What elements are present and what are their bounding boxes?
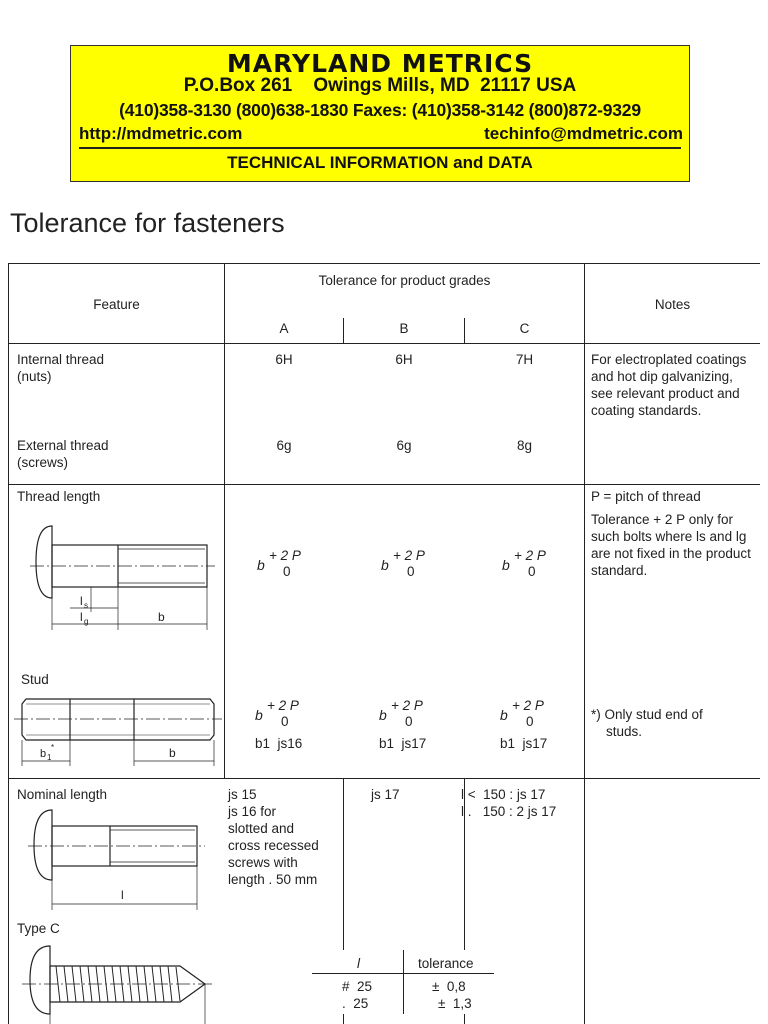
- tol-upper: + 2 P: [393, 548, 425, 563]
- header-grade-c: C: [519, 321, 530, 336]
- type-c-row2-tol: ± 1,3: [438, 996, 472, 1011]
- tol-lower: 0: [526, 714, 534, 729]
- tol-lower: 0: [281, 714, 289, 729]
- header-grade-b: B: [399, 321, 409, 336]
- tol-upper: + 2 P: [269, 548, 301, 563]
- dim-b1-sub: 1: [47, 753, 52, 762]
- email-link[interactable]: techinfo@mdmetric.com: [484, 124, 683, 143]
- tapping-screw-drawing: [22, 946, 215, 1024]
- tol-upper: + 2 P: [391, 698, 423, 713]
- company-phones: (410)358-3130 (800)638-1830 Faxes: (410)358-3142 (800)872-9329: [119, 100, 641, 120]
- stud-b1-a: b1 js16: [255, 736, 303, 751]
- tol-upper: + 2 P: [512, 698, 544, 713]
- company-name: MARYLAND METRICS: [226, 49, 534, 78]
- dim-l: l: [121, 888, 124, 902]
- pitch-note: P = pitch of thread: [591, 489, 701, 504]
- type-c-col-tolerance: tolerance: [418, 956, 474, 971]
- header-tolerance-group: Tolerance for product grades: [318, 273, 491, 288]
- tol-lower: 0: [528, 564, 536, 579]
- internal-thread-a: 6H: [275, 352, 293, 367]
- bolt-thread-length-drawing: [30, 526, 215, 630]
- stud-b1-c: b1 js17: [500, 736, 548, 751]
- external-thread-b: 6g: [396, 438, 412, 453]
- page-title: Tolerance for fasteners: [10, 208, 285, 238]
- b-symbol: b: [500, 707, 508, 723]
- tolerance-note: Tolerance + 2 P only for such bolts where ls and lg are not fixed in the product standard.: [591, 512, 751, 578]
- b-symbol: b: [379, 707, 387, 723]
- nominal-length-label: Nominal length: [17, 787, 108, 802]
- banner-subtitle: TECHNICAL INFORMATION and DATA: [227, 153, 533, 172]
- thread-note: For electroplated coatings and hot dip galvanizing, see relevant product and coating standards.: [591, 352, 747, 418]
- b-symbol: b: [381, 557, 389, 573]
- b-symbol: b: [257, 557, 265, 573]
- b-symbol: b: [255, 707, 263, 723]
- tol-lower: 0: [283, 564, 291, 579]
- external-thread-a: 6g: [276, 438, 292, 453]
- internal-thread-c: 7H: [515, 352, 534, 367]
- dim-b1-star: *: [51, 743, 55, 752]
- stud-label: Stud: [21, 672, 49, 687]
- nominal-length-c: l < 150 : js 17 l . 150 : 2 js 17: [461, 787, 557, 819]
- thread-length-label: Thread length: [17, 489, 101, 504]
- dim-ls-sub: s: [84, 601, 88, 610]
- tol-upper: + 2 P: [514, 548, 546, 563]
- nominal-length-a: js 15 js 16 for slotted and cross recessed screws with length . 50 mm: [228, 787, 319, 887]
- stud-note: *) Only stud end of studs.: [591, 707, 703, 739]
- tol-lower: 0: [407, 564, 415, 579]
- internal-thread-label: Internal thread (nuts): [17, 352, 105, 384]
- header-grade-a: A: [279, 321, 289, 336]
- dim-lg-sub: g: [84, 617, 89, 626]
- tol-upper: + 2 P: [267, 698, 299, 713]
- website-link[interactable]: http://mdmetric.com: [79, 124, 243, 143]
- external-thread-c: 8g: [516, 438, 533, 453]
- type-c-label: Type C: [17, 921, 60, 936]
- type-c-row1-tol: ± 0,8: [432, 979, 466, 994]
- header-notes: Notes: [654, 297, 691, 312]
- bolt-nominal-length-drawing: [28, 810, 205, 910]
- b-symbol: b: [502, 557, 510, 573]
- type-c-col-l: l: [357, 956, 360, 971]
- type-c-row1-l: # 25: [342, 979, 373, 994]
- stud-b1-b: b1 js17: [379, 736, 427, 751]
- internal-thread-b: 6H: [395, 352, 413, 367]
- type-c-row2-l: . 25: [342, 996, 369, 1011]
- company-address: P.O.Box 261 Owings Mills, MD 21117 USA: [183, 75, 577, 96]
- dim-stud-b: b: [169, 746, 176, 760]
- dim-b: b: [158, 610, 165, 624]
- dim-b1: b: [40, 748, 47, 760]
- dim-lg: l: [80, 610, 83, 624]
- header-feature: Feature: [93, 297, 140, 312]
- dim-ls: l: [80, 594, 83, 608]
- nominal-length-b: js 17: [371, 787, 400, 802]
- tol-lower: 0: [405, 714, 413, 729]
- external-thread-label: External thread (screws): [17, 438, 109, 470]
